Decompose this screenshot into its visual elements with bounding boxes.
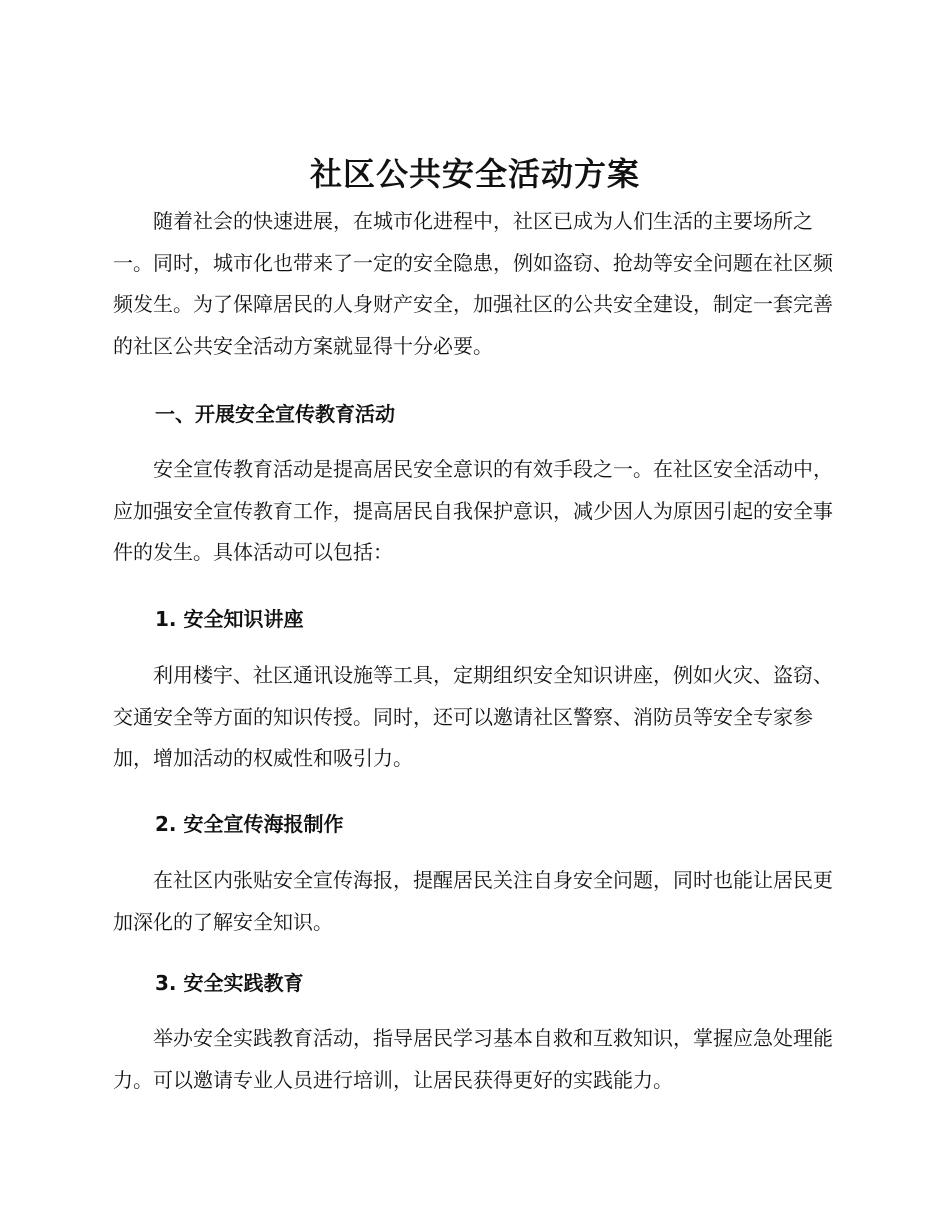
item-heading-2: 2. 安全宣传海报制作 bbox=[155, 812, 344, 836]
item-heading-1: 1. 安全知识讲座 bbox=[155, 607, 304, 631]
document-title: 社区公共安全活动方案 bbox=[309, 155, 640, 193]
item-heading-3: 3. 安全实践教育 bbox=[155, 971, 304, 995]
section-heading-1: 一、开展安全宣传教育活动 bbox=[155, 402, 395, 426]
item-paragraph-2: 在社区内张贴安全宣传海报，提醒居民关注自身安全问题，同时也能让居民更加深化的了解安全知识。 bbox=[113, 868, 833, 934]
item-paragraph-1: 利用楼宇、社区通讯设施等工具，定期组织安全知识讲座，例如火灾、盗窃、交通安全等方面的知识传授。同时，还可以邀请社区警察、消防员等安全专家参加，增加活动的权威性和吸引力。 bbox=[113, 663, 833, 770]
item-paragraph-3: 举办安全实践教育活动，指导居民学习基本自救和互救知识，掌握应急处理能力。可以邀请专业人员进行培训，让居民获得更好的实践能力。 bbox=[113, 1026, 833, 1092]
section-paragraph-1: 安全宣传教育活动是提高居民安全意识的有效手段之一。在社区安全活动中，应加强安全宣传教育工作，提高居民自我保护意识，减少因人为原因引起的安全事件的发生。具体活动可以包括： bbox=[113, 457, 833, 564]
intro-paragraph: 随着社会的快速进展，在城市化进程中，社区已成为人们生活的主要场所之一。同时，城市化也带来了一定的安全隐患，例如盗窃、抢劫等安全问题在社区频频发生。为了保障居民的人身财产安全，加强社区的公共安全建设，制定一套完善的社区公共安全活动方案就显得十分必要。 bbox=[113, 209, 833, 358]
